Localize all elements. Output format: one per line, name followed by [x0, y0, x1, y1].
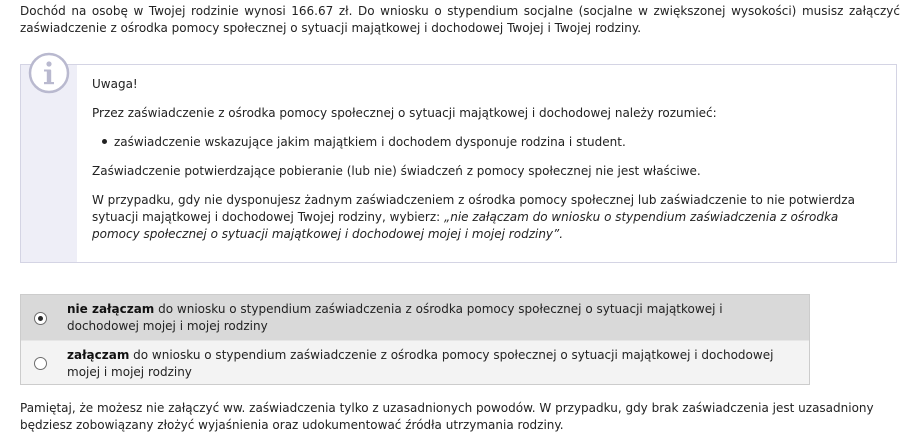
- attachment-options: [20, 294, 810, 385]
- option-label[interactable]: [67, 347, 797, 381]
- info-box: [20, 64, 897, 263]
- info-definition: Przez zaświadczenie z ośrodka pomocy społecznej o sytuacji majątkowej i dochodowej należy rozumieć:: [92, 106, 717, 120]
- option-attach[interactable]: [21, 340, 809, 384]
- info-certificate-note: Zaświadczenie potwierdzające pobieranie (lub nie) świadczeń z pomocy społecznej nie jest właściwe.: [92, 164, 701, 178]
- info-case-quote: „nie załączam do wniosku o stypendium zaświadczenia z ośrodka pomocy społecznej o sytuacji majątkowej i dochodowej mojej i mojej rodziny”.: [92, 210, 839, 241]
- option-label[interactable]: [67, 301, 797, 335]
- radio-selected-dot: [38, 316, 43, 321]
- radio-not-attach[interactable]: [34, 312, 47, 325]
- option-rest: do wniosku o stypendium zaświadczenie z ośrodka pomocy społecznej o sytuacji majątkowej i dochodowej mojej i mojej rodziny: [67, 348, 774, 379]
- info-case-text: [92, 192, 884, 243]
- info-icon: [27, 51, 71, 95]
- info-title: Uwaga!: [92, 77, 138, 91]
- reminder-text: Pamiętaj, że możesz nie załączyć ww. zaświadczenia tylko z uzasadnionych powodów. W przypadku, gdy brak zaświadczenia jest uzasadniony będziesz zobowiązany złożyć wyjaśnienia oraz udokumentować źródła utrzymania rodziny.: [20, 401, 874, 432]
- list-item: [102, 134, 626, 150]
- income-intro-text: Dochód na osobę w Twojej rodzinie wynosi 166.67 zł. Do wniosku o stypendium socjalne (socjalne w zwiększonej wysokości) musisz załączyć zaświadczenie z ośrodka pomocy społecznej o sytuacji majątkowej i dochodowej Twojej i Twojej rodziny.: [20, 4, 900, 35]
- radio-attach[interactable]: [34, 357, 47, 370]
- option-rest: do wniosku o stypendium zaświadczenia z ośrodka pomocy społecznej o sytuacji majątkowej i dochodowej mojej i mojej rodziny: [67, 302, 723, 333]
- option-bold: załączam: [67, 348, 130, 362]
- bullet-text: zaświadczenie wskazujące jakim majątkiem i dochodem dysponuje rodzina i student.: [114, 135, 626, 149]
- option-bold: nie załączam: [67, 302, 155, 316]
- info-case-lead: W przypadku, gdy nie dysponujesz żadnym zaświadczeniem z ośrodka pomocy społecznej lub zaświadczenie to nie potwierdza sytuacji majątkowej i dochodowej Twojej rodziny, wybierz:: [92, 193, 855, 224]
- bullet-icon: [102, 139, 107, 144]
- option-not-attach[interactable]: [21, 295, 809, 340]
